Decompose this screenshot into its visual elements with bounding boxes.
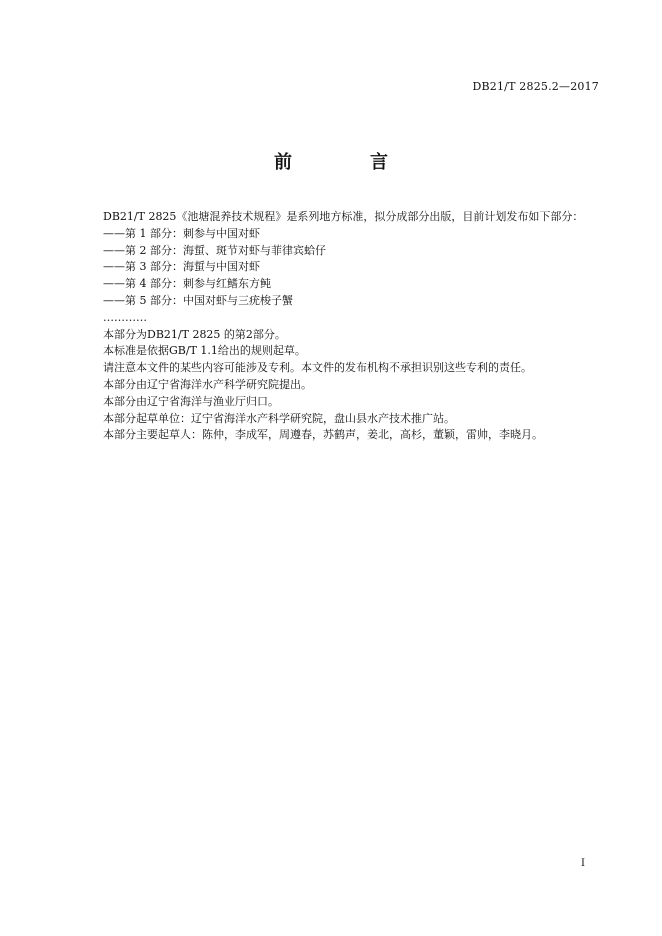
statement-line: 本部分为DB21/T 2825 的第2部分。: [103, 327, 286, 341]
statement-line: 请注意本文件的某些内容可能涉及专利。本文件的发布机构不承担识别这些专利的责任。: [103, 361, 532, 375]
page-title: 前 言: [274, 152, 418, 173]
page-number: I: [581, 858, 585, 869]
statement-line: 本部分起草单位：辽宁省海洋水产科学研究院，盘山县水产技术推广站。: [103, 411, 455, 425]
part-list-item: ——第 2 部分：海蜇、斑节对虾与菲律宾蛤仔: [103, 243, 326, 257]
part-list-item: ——第 5 部分：中国对虾与三疣梭子蟹: [103, 293, 293, 307]
document-code: DB21/T 2825.2—2017: [472, 80, 599, 93]
ellipsis-line: …………: [103, 310, 147, 324]
intro-paragraph: DB21/T 2825《池塘混养技术规程》是系列地方标准，拟分成部分出版，目前计划发布如下部分：: [103, 210, 584, 223]
part-list-item: ——第 3 部分：海蜇与中国对虾: [103, 260, 260, 274]
part-list-item: ——第 4 部分：刺参与红鳍东方鲀: [103, 277, 271, 291]
part-list-item: ——第 1 部分：刺参与中国对虾: [103, 226, 260, 240]
statement-line: 本部分主要起草人：陈仲，李成军，周遵春，苏鹤声，姜北，高杉，董颖，雷帅，李晓月。: [103, 428, 543, 442]
foreword-body: [103, 209, 603, 444]
statement-line: 本标准是依据GB/T 1.1给出的规则起草。: [103, 344, 306, 358]
statement-line: 本部分由辽宁省海洋水产科学研究院提出。: [103, 377, 312, 391]
statement-line: 本部分由辽宁省海洋与渔业厅归口。: [103, 394, 279, 408]
